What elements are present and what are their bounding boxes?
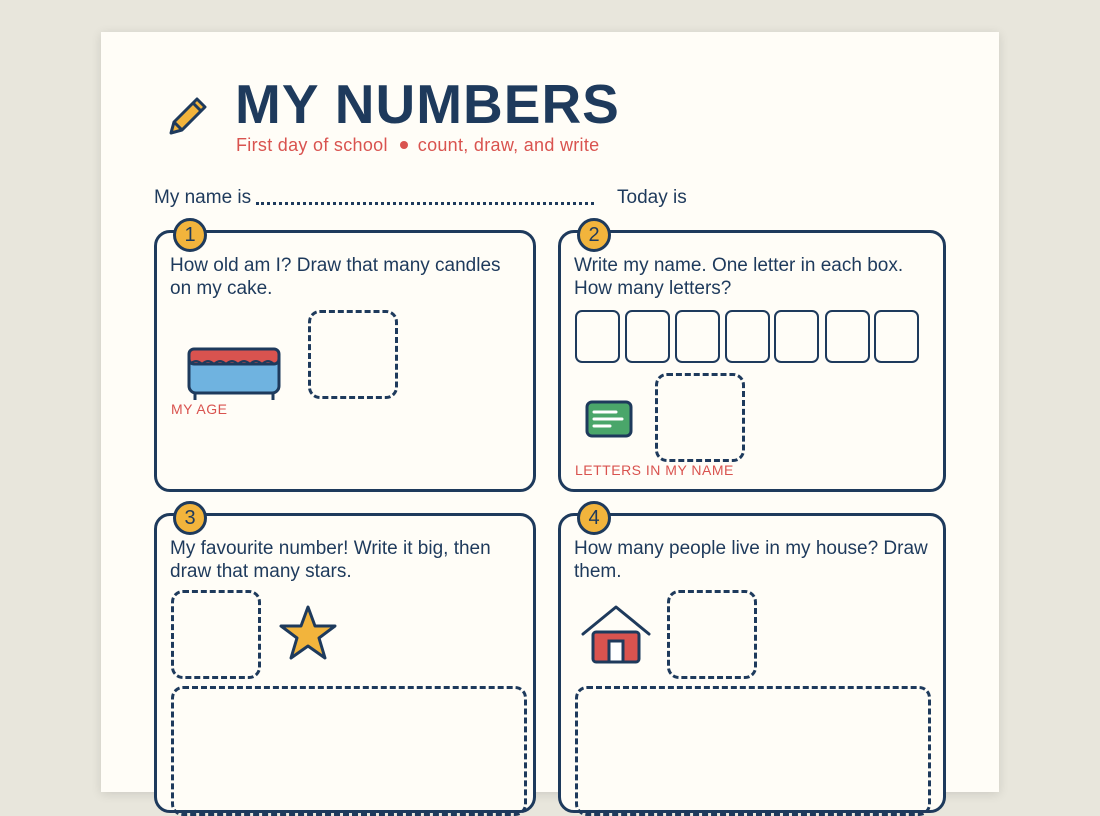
letter-count-box[interactable] bbox=[655, 373, 745, 462]
letter-box[interactable] bbox=[874, 310, 919, 363]
activity-prompt: Write my name. One letter in each box. How many letters? bbox=[574, 255, 904, 299]
house-icon bbox=[580, 602, 652, 666]
today-label: Today is bbox=[617, 187, 687, 208]
note-icon bbox=[584, 399, 634, 441]
letter-box[interactable] bbox=[725, 310, 770, 363]
activity-card-2 bbox=[558, 224, 946, 492]
subtitle-left: First day of school bbox=[236, 135, 388, 155]
name-write-line[interactable] bbox=[256, 202, 594, 205]
pencil-icon bbox=[165, 93, 211, 139]
people-drawing-area[interactable] bbox=[575, 686, 931, 816]
letters-caption: LETTERS IN MY NAME bbox=[575, 462, 734, 478]
subtitle-right: count, draw, and write bbox=[417, 135, 600, 155]
bullet-separator bbox=[400, 141, 408, 149]
favourite-number-box[interactable] bbox=[171, 590, 261, 679]
activity-card-3 bbox=[154, 507, 536, 813]
activity-prompt: How old am I? Draw that many candles on my cake. bbox=[170, 255, 501, 299]
activity-number-badge: 3 bbox=[173, 501, 207, 535]
stars-drawing-area[interactable] bbox=[171, 686, 527, 816]
letter-box[interactable] bbox=[825, 310, 870, 363]
age-write-box[interactable] bbox=[308, 310, 398, 399]
people-count-box[interactable] bbox=[667, 590, 757, 679]
page-title: MY NUMBERS bbox=[235, 73, 620, 135]
letter-box[interactable] bbox=[625, 310, 670, 363]
activity-number-badge: 1 bbox=[173, 218, 207, 252]
star-icon bbox=[277, 603, 339, 663]
activity-number-badge: 2 bbox=[577, 218, 611, 252]
page-subtitle bbox=[236, 135, 599, 156]
activity-card-1 bbox=[154, 224, 536, 492]
letter-box[interactable] bbox=[675, 310, 720, 363]
letter-box[interactable] bbox=[774, 310, 819, 363]
name-field bbox=[154, 187, 594, 209]
cake-icon bbox=[185, 345, 283, 403]
activity-prompt: How many people live in my house? Draw them. bbox=[574, 538, 928, 582]
letter-box[interactable] bbox=[575, 310, 620, 363]
activity-number-badge: 4 bbox=[577, 501, 611, 535]
activity-prompt: My favourite number! Write it big, then draw that many stars. bbox=[170, 538, 491, 582]
name-label: My name is bbox=[154, 187, 252, 208]
age-caption: MY AGE bbox=[171, 401, 228, 417]
activity-card-4 bbox=[558, 507, 946, 813]
